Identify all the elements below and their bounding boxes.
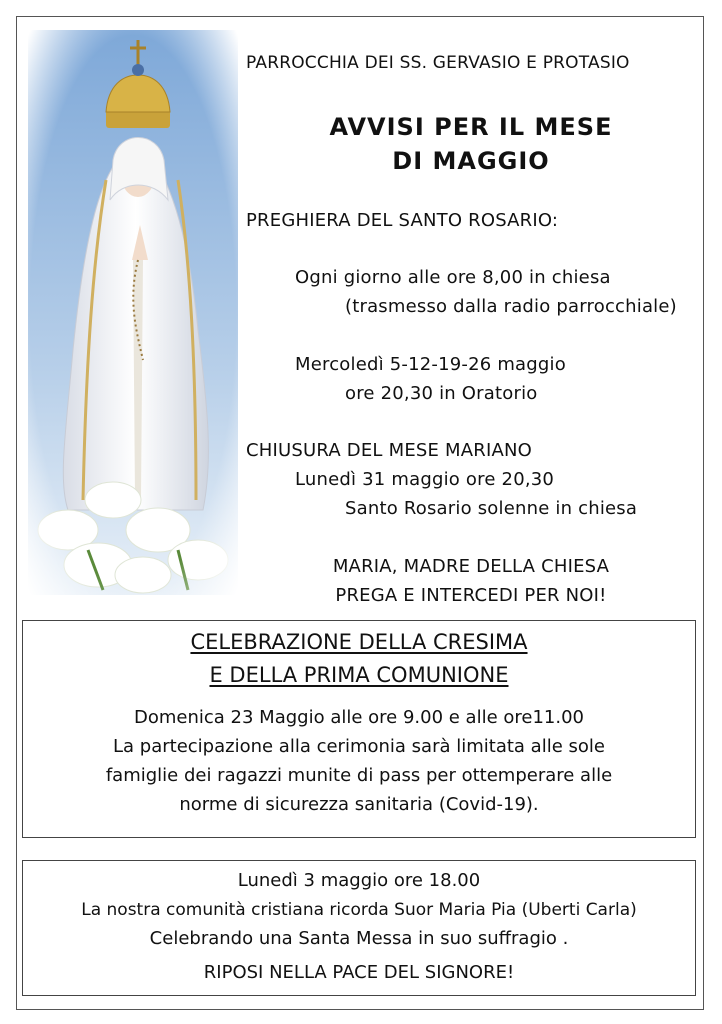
celebration-line-2: La partecipazione alla cerimonia sarà limitata alle sole bbox=[113, 736, 605, 757]
memorial-line-2: La nostra comunità cristiana ricorda Suor Maria Pia (Uberti Carla) bbox=[81, 900, 637, 920]
celebration-line-3: famiglie dei ragazzi munite di pass per ottemperare alle bbox=[105, 765, 613, 786]
closing-heading: CHIUSURA DEL MESE MARIANO bbox=[246, 440, 533, 461]
rosary-wednesday-line-2: ore 20,30 in Oratorio bbox=[345, 383, 538, 404]
rosary-daily-line-1: Ogni giorno alle ore 8,00 in chiesa bbox=[295, 267, 611, 288]
rosary-heading: PREGHIERA DEL SANTO ROSARIO: bbox=[246, 210, 559, 231]
rosary-wednesday-line-1: Mercoledì 5-12-19-26 maggio bbox=[295, 354, 566, 375]
memorial-line-4: RIPOSI NELLA PACE DEL SIGNORE! bbox=[203, 962, 515, 983]
prayer-line-2: PREGA E INTERCEDI PER NOI! bbox=[335, 585, 607, 606]
rosary-daily-line-2: (trasmesso dalla radio parrocchiale) bbox=[345, 296, 677, 317]
celebration-title-line-2: E DELLA PRIMA COMUNIONE bbox=[209, 663, 509, 687]
closing-line-1: Lunedì 31 maggio ore 20,30 bbox=[295, 469, 555, 490]
closing-line-2: Santo Rosario solenne in chiesa bbox=[345, 498, 638, 519]
prayer-line-1: MARIA, MADRE DELLA CHIESA bbox=[332, 556, 610, 577]
madonna-statue-image bbox=[28, 30, 238, 595]
celebration-line-4: norme di sicurezza sanitaria (Covid-19). bbox=[179, 794, 539, 815]
celebration-title-line-1: CELEBRAZIONE DELLA CRESIMA bbox=[190, 630, 528, 654]
memorial-line-3: Celebrando una Santa Messa in suo suffragio . bbox=[149, 928, 569, 949]
page-title-line-2: DI MAGGIO bbox=[392, 147, 550, 175]
memorial-line-1: Lunedì 3 maggio ore 18.00 bbox=[237, 870, 481, 891]
parish-name: PARROCCHIA DEI SS. GERVASIO E PROTASIO bbox=[246, 53, 630, 73]
celebration-line-1: Domenica 23 Maggio alle ore 9.00 e alle ore11.00 bbox=[134, 707, 584, 728]
page-title-line-1: AVVISI PER IL MESE bbox=[329, 113, 613, 141]
